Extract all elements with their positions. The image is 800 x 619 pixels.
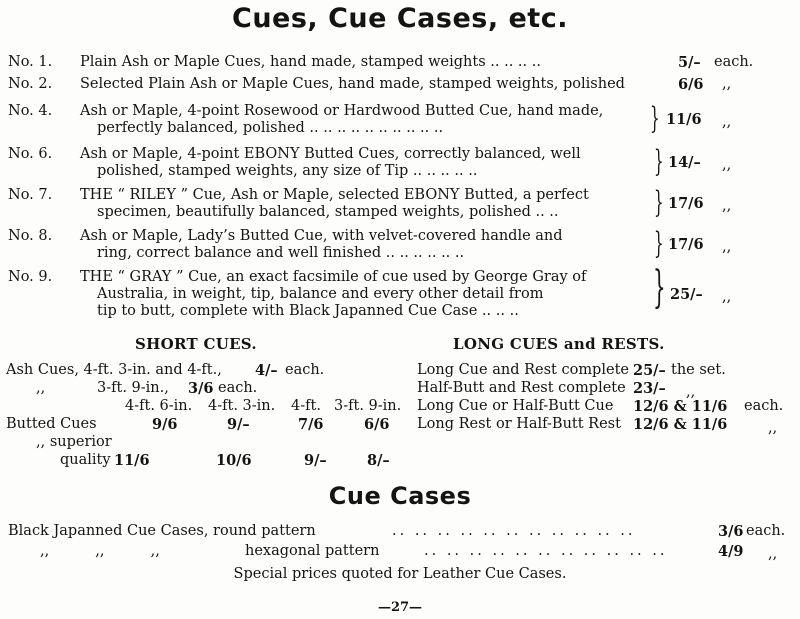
brace-icon: } [654,144,664,179]
leader-dots: .. .. .. .. .. .. .. .. .. .. .. [392,523,636,539]
brace-icon: } [650,101,660,136]
cue-case-item: Black Japanned Cue Cases, round pattern [8,523,316,539]
item-price: 25/– [670,286,703,303]
row-label: Butted Cues [6,416,97,432]
price: 25/– [633,362,666,379]
section-heading: LONG CUES and RESTS. [453,335,665,353]
item-number: No. 8. [8,228,53,244]
item-description: THE “ GRAY ” Cue, an exact facsimile of cue used by George Gray of [80,269,587,285]
price-cell: 9/– [304,452,327,469]
price: 3/6 [718,523,744,540]
price-cell: 8/– [367,452,390,469]
item-unit: ,, [722,239,732,255]
unit: ,, [686,384,696,400]
ditto-mark: ,, [36,380,46,396]
price: 12/6 & 11/6 [633,416,728,433]
short-cues-line: Ash Cues, 4-ft. 3-in. and 4-ft., [6,362,222,378]
price: 12/6 & 11/6 [633,398,728,415]
price: 23/– [633,380,666,397]
column-header: 4-ft. 3-in. [208,398,276,414]
price-cell: 9/6 [152,416,178,433]
unit: each. [285,362,325,378]
item-unit: ,, [722,76,732,92]
item-number: No. 1. [8,54,53,70]
price: 4/– [255,362,278,379]
unit: each. [218,380,258,396]
item-unit: ,, [722,289,732,305]
unit: each. [744,398,784,414]
brace-icon: } [653,262,666,313]
item-unit: each. [714,54,754,70]
item-price: 6/6 [678,76,704,93]
item-description: Ash or Maple, 4-point EBONY Butted Cues, correctly balanced, well [80,146,581,162]
unit: the set. [671,362,726,378]
item-description-cont: specimen, beautifully balanced, stamped weights, polished .. .. [97,204,559,220]
item-description-cont: polished, stamped weights, any size of Tip .. .. .. .. .. [97,163,478,179]
item-description-cont: ring, correct balance and well finished .. .. .. .. .. .. [97,245,465,261]
price-cell: 10/6 [216,452,252,469]
price: 3/6 [188,380,214,397]
note: Special prices quoted for Leather Cue Cases. [233,566,567,582]
long-cues-item: Long Cue or Half-Butt Cue [417,398,614,414]
row-label: ,, superior [36,434,112,450]
page-number: —27— [377,600,423,615]
item-description-cont: tip to butt, complete with Black Japanned Cue Case .. .. .. [97,303,519,319]
long-cues-item: Long Cue and Rest complete [417,362,629,378]
section-heading: SHORT CUES. [135,335,257,353]
brace-icon: } [654,185,664,220]
price-cell: 11/6 [114,452,150,469]
brace-icon: } [654,226,664,261]
item-description: Ash or Maple, Lady’s Butted Cue, with velvet-covered handle and [80,228,563,244]
long-cues-item: Long Rest or Half-Butt Rest [417,416,621,432]
item-unit: ,, [722,157,732,173]
item-description: Plain Ash or Maple Cues, hand made, stamped weights .. .. .. .. [80,54,541,70]
item-description-cont: perfectly balanced, polished .. .. .. .. .. .. .. .. .. .. [97,120,444,136]
section-heading: Cue Cases [328,482,472,510]
row-label: quality [60,452,111,468]
column-header: 3-ft. 9-in. [334,398,402,414]
column-header: 4-ft. [291,398,321,414]
unit: ,, [768,546,778,562]
page-title: Cues, Cue Cases, etc. [232,3,568,34]
item-number: No. 6. [8,146,53,162]
item-price: 14/– [668,154,701,171]
item-description: Selected Plain Ash or Maple Cues, hand made, stamped weights, polished [80,76,625,92]
item-number: No. 2. [8,76,53,92]
price: 4/9 [718,543,744,560]
price-cell: 6/6 [364,416,390,433]
item-number: No. 7. [8,187,53,203]
item-price: 17/6 [668,236,704,253]
item-description: Ash or Maple, 4-point Rosewood or Hardwood Butted Cue, hand made, [80,103,604,119]
item-price: 5/– [678,54,701,71]
leader-dots: .. .. .. .. .. .. .. .. .. .. .. [424,543,668,559]
item-description-cont: Australia, in weight, tip, balance and every other detail from [97,286,544,302]
item-number: No. 4. [8,103,53,119]
short-cues-line: 3-ft. 9-in., [97,380,169,396]
price-cell: 9/– [227,416,250,433]
item-unit: ,, [722,198,732,214]
ditto-mark: ,, ,, ,, [40,543,160,559]
item-description: THE “ RILEY ” Cue, Ash or Maple, selected EBONY Butted, a perfect [80,187,589,203]
cue-case-item: hexagonal pattern [245,543,380,559]
item-unit: ,, [722,114,732,130]
unit: ,, [768,420,778,436]
unit: each. [746,523,786,539]
item-number: No. 9. [8,269,53,285]
item-price: 17/6 [668,195,704,212]
column-header: 4-ft. 6-in. [125,398,193,414]
price-cell: 7/6 [298,416,324,433]
item-price: 11/6 [666,111,702,128]
long-cues-item: Half-Butt and Rest complete [417,380,626,396]
